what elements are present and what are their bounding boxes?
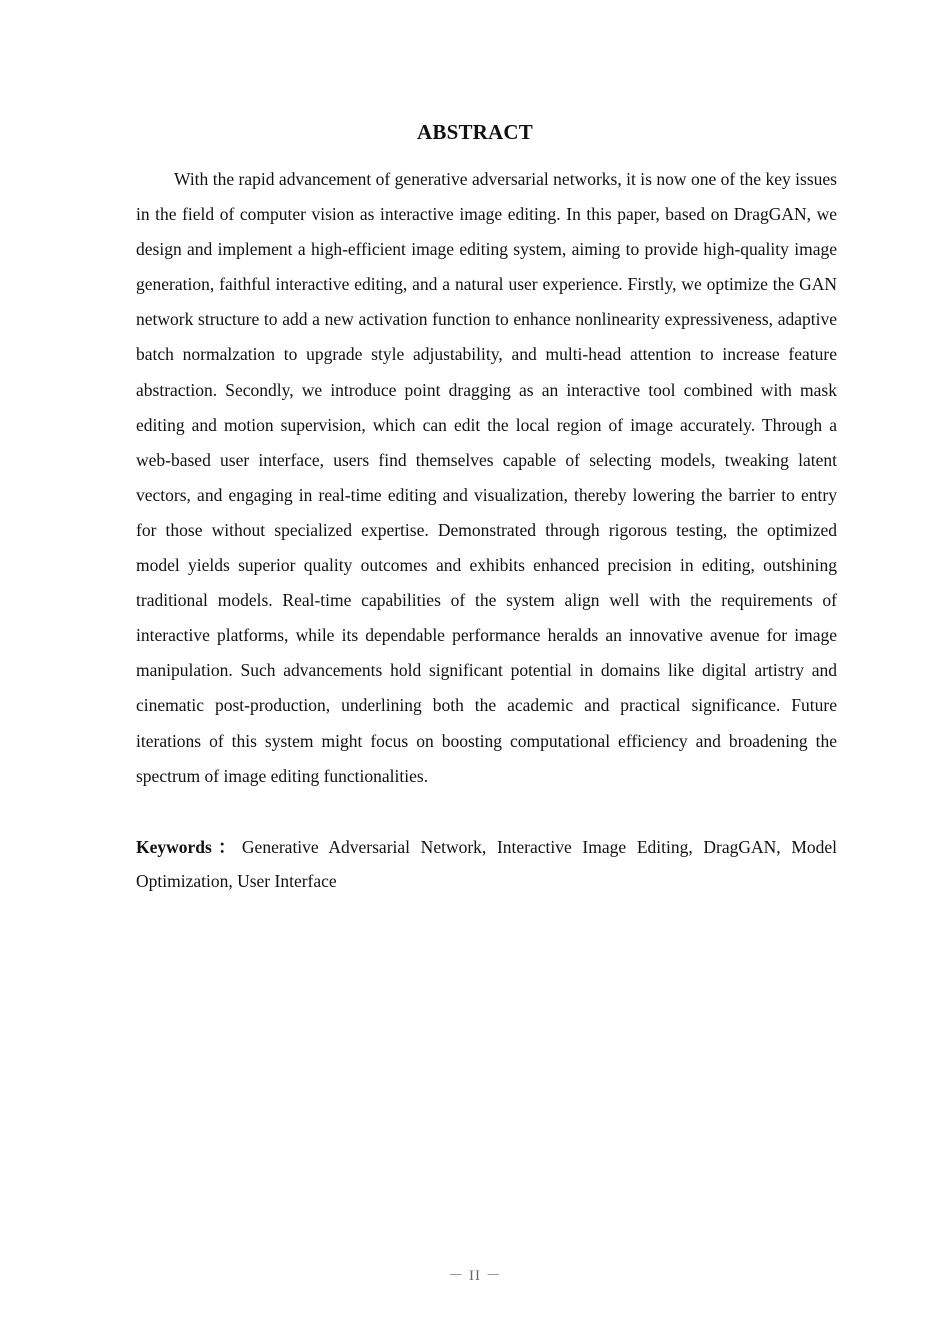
keywords-label: Keywords： [136,837,242,857]
keywords-paragraph [136,830,837,898]
keywords-list: Generative Adversarial Network, Interactive Image Editing, DragGAN, Model Optimization, User Interface [136,837,838,891]
abstract-title: ABSTRACT [417,120,533,144]
page-number: － II － [448,1268,502,1284]
abstract-paragraph: With the rapid advancement of generative adversarial networks, it is now one of the key issues in the field of computer vision as interactive image editing. In this paper, based on DragGAN, we design and implement a high-efficient image editing system, aiming to provide high-quality image generation, faithful interactive editing, and a natural user experience. Firstly, we optimize the GAN network structure to add a new activation function to enhance nonlinearity expressiveness, adaptive batch normalzation to upgrade style adjustability, and multi-head attention to increase feature abstraction. Secondly, we introduce point dragging as an interactive tool combined with mask editing and motion supervision, which can edit the local region of image accurately. Through a web-based user interface, users find themselves capable of selecting models, tweaking latent vectors, and engaging in real-time editing and visualization, thereby lowering the barrier to entry for those without specialized expertise. Demonstrated through rigorous testing, the optimized model yields superior quality outcomes and exhibits enhanced precision in editing, outshining traditional models. Real-time capabilities of the system align well with the requirements of interactive platforms, while its dependable performance heralds an innovative avenue for image manipulation. Such advancements hold significant potential in domains like digital artistry and cinematic post-production, underlining both the academic and practical significance. Future iterations of this system might focus on boosting computational efficiency and broadening the spectrum of image editing functionalities. [136,169,837,786]
